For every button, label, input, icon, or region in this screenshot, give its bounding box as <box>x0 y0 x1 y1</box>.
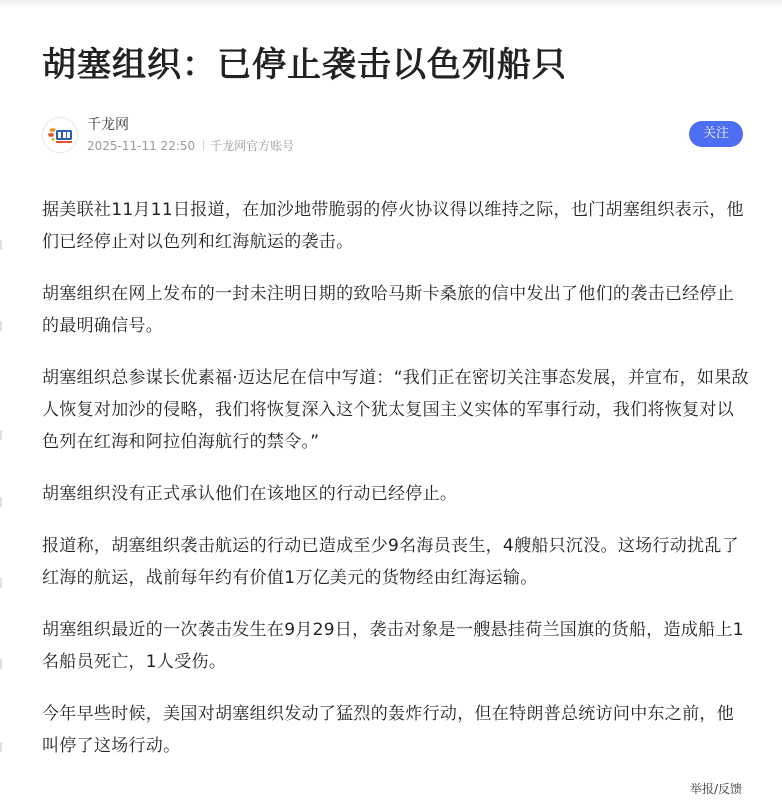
meta-separator <box>203 140 204 151</box>
edge-mark <box>0 430 2 440</box>
left-edge-marks <box>0 0 2 811</box>
paragraph: 胡塞组织没有正式承认他们在该地区的行动已经停止。 <box>42 484 458 504</box>
paragraph: 胡塞组织在网上发布的一封未注明日期的致哈马斯卡桑旅的信中发出了他们的袭击已经停止的最明确信号。 <box>42 284 734 336</box>
meta-line <box>87 137 294 155</box>
edge-mark <box>0 240 2 250</box>
top-shadow <box>0 0 782 8</box>
edge-mark <box>0 497 2 507</box>
article-body <box>42 194 750 782</box>
report-feedback-link[interactable]: 举报/反馈 <box>689 782 742 796</box>
paragraph: 据美联社11月11日报道，在加沙地带脆弱的停火协议得以维持之际，也门胡塞组织表示，他们已经停止对以色列和红海航运的袭击。 <box>42 200 744 252</box>
article-title: 胡塞组织：已停止袭击以色列船只 <box>42 45 567 85</box>
paragraph: 胡塞组织总参谋长优素福·迈达尼在信中写道：“我们正在密切关注事态发展，并宣布，如果敌人恢复对加沙的侵略，我们将恢复深入这个犹太复国主义实体的军事行动，我们将恢复对以色列在红海和阿拉伯海航行的禁令。” <box>42 368 749 452</box>
author-row <box>42 113 742 157</box>
paragraph: 今年早些时候，美国对胡塞组织发动了猛烈的轰炸行动，但在特朗普总统访问中东之前，他叫停了这场行动。 <box>42 704 734 756</box>
edge-mark <box>0 742 2 752</box>
author-name[interactable]: 千龙网 <box>87 117 129 133</box>
paragraph: 报道称，胡塞组织袭击航运的行动已造成至少9名海员丧生，4艘船只沉没。这场行动扰乱了红海的航运，战前每年约有价值1万亿美元的货物经由红海运输。 <box>42 536 739 588</box>
edge-mark <box>0 659 2 669</box>
account-label: 千龙网官方账号 <box>210 139 295 153</box>
paragraph: 胡塞组织最近的一次袭击发生在9月29日，袭击对象是一艘悬挂荷兰国旗的货船，造成船上1名船员死亡，1人受伤。 <box>42 620 744 672</box>
edge-mark <box>0 321 2 331</box>
qianlong-logo-icon[interactable] <box>42 117 78 153</box>
publish-time: 2025-11-11 22:50 <box>87 139 196 153</box>
follow-button[interactable]: 关注 <box>689 121 743 147</box>
edge-mark <box>0 578 2 588</box>
